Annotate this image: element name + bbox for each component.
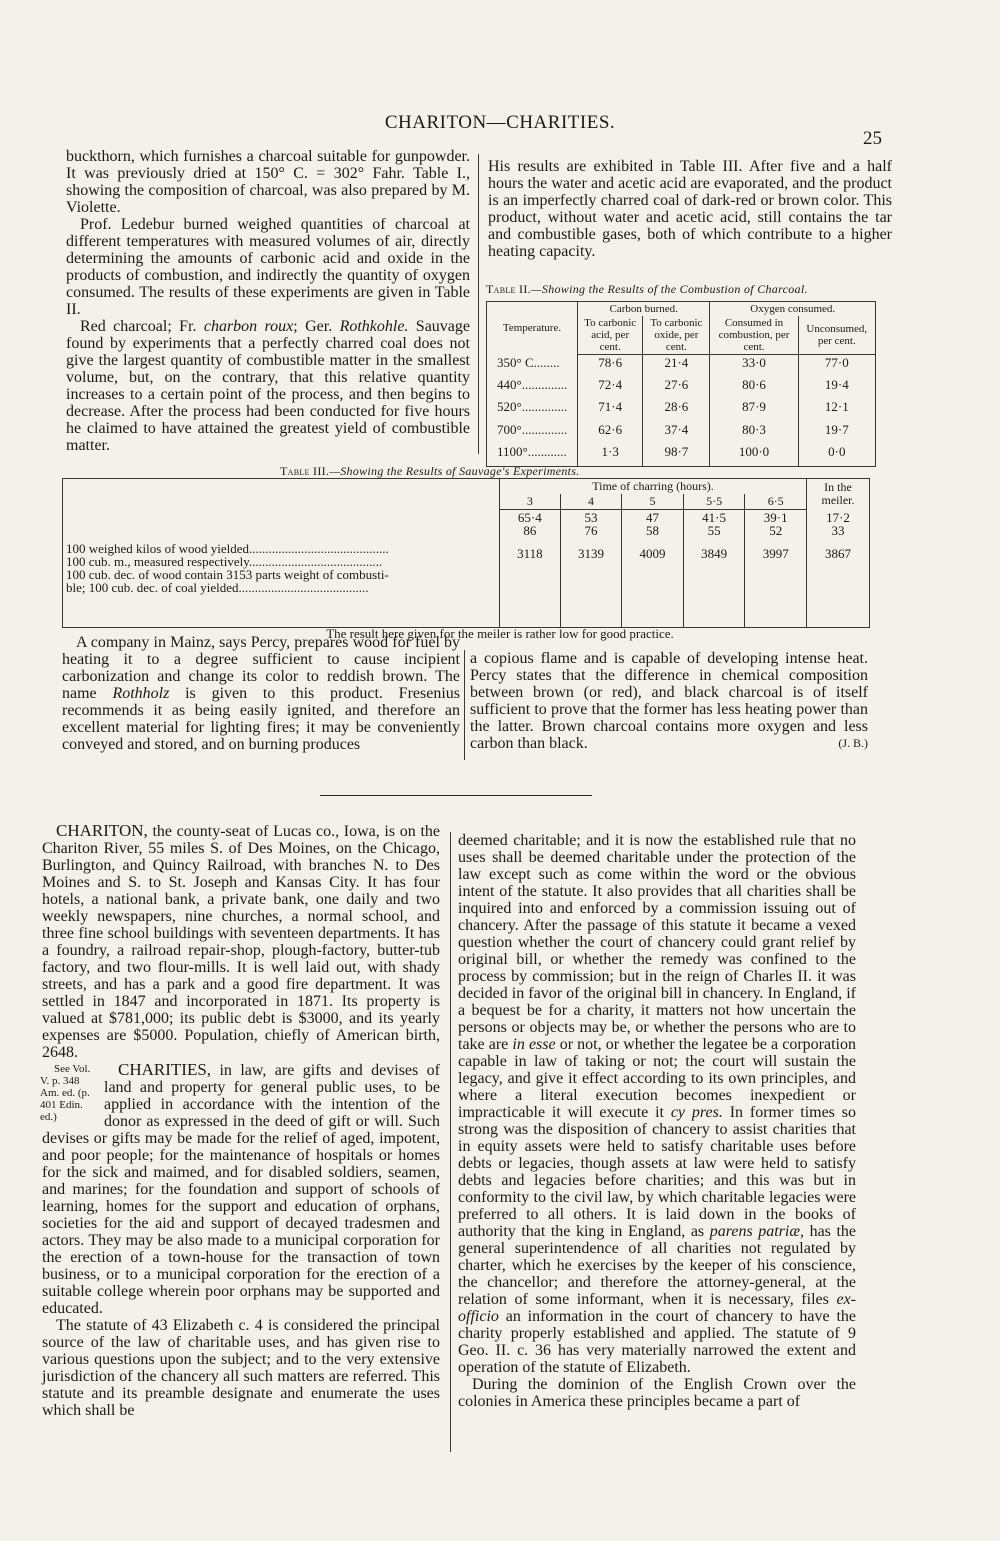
value-cell: 53: [584, 510, 598, 525]
value-column: [560, 510, 622, 628]
rothholz-right-column: [470, 650, 868, 760]
value-cell: 98·7: [643, 444, 710, 467]
value-cell: 33: [831, 522, 845, 538]
article-separator: [320, 795, 592, 796]
row-label: ble; 100 cub. dec. of coal yielded........................................: [66, 580, 369, 596]
value-cell: 17·2: [826, 509, 850, 525]
page-header: [60, 112, 940, 149]
row-labels: [63, 510, 500, 628]
value-cell: 52: [769, 523, 783, 538]
value-cell: 21·4: [643, 355, 710, 378]
value-cell: 100·0: [710, 444, 798, 467]
running-title: CHARITON—CHARITIES.: [384, 112, 616, 133]
column-header: In the meiler.: [807, 479, 870, 510]
temperature-cell: 350° C........: [487, 355, 578, 378]
value-column: [500, 510, 561, 628]
page-number: 25: [863, 128, 882, 149]
column-rule: [478, 154, 479, 454]
author-signature: (J. B.): [838, 736, 868, 750]
value-cell: 12·1: [798, 399, 875, 421]
value-cell: 47: [646, 510, 660, 525]
value-cell: 72·4: [578, 377, 643, 399]
table-row: [487, 355, 876, 378]
value-cell: 33·0: [710, 355, 798, 378]
paragraph: a copious flame and is capable of developing intense heat. Percy states that the difference in chemical composition between brown (or red), and black charcoal is of itself sufficient to prove that the former has less heating power than the latter. Brown charcoal contains more oxygen and less carbon than black. (J. B.): [470, 650, 868, 752]
value-cell: 19·4: [798, 377, 875, 399]
hours-header: 6·5: [745, 494, 807, 510]
value-column: [745, 510, 807, 628]
row-label: 100 cub. m., measured respectively.........................................: [66, 554, 383, 570]
paragraph: A company in Mainz, says Percy, prepares wood for fuel by heating it to a degree sufficient to cause incipient carbonization and change its color to reddish brown. The name Rothholz is given to this product. Fresenius recommends it as being easily ignited, and therefore an excellent material for lighting fires; it may be conveniently conveyed and stored, and on burning produces: [62, 634, 460, 753]
value-cell: 55: [707, 523, 721, 538]
value-cell: 65·4: [517, 510, 542, 525]
charities-right-column: [458, 832, 856, 1452]
paragraph: The statute of 43 Elizabeth c. 4 is considered the principal source of the law of charitable uses, and has given rise to various questions upon the subject; and to the very extensive jurisdiction of the chancery all such matters are referred. This statute and its preamble designate and enumerate the uses which shall be: [42, 1317, 440, 1419]
temperature-cell: 1100°............: [487, 444, 578, 467]
value-cell: 27·6: [643, 377, 710, 399]
value-cell: 0·0: [798, 444, 875, 467]
table-3-sauvage-experiments: [62, 478, 870, 628]
chariton-entry: CHARITON, the county-seat of Lucas co., Iowa, is on the Chariton River, 55 miles S. of Des Moines, on the Chicago, Burlington, and Quincy Railroad, with branches N. to Des Moines and S. to St. Joseph and Kansas City. It has four hotels, a national bank, a private bank, one daily and two weekly newspapers, nine churches, a normal school, and three fine school buildings with seventeen departments. It has a foundry, a railroad repair-shop, plough-factory, butter-tub factory, and two flour-mills. It is well laid out, with shady streets, and has a park and a good fire department. It was settled in 1847 and incorporated in 1871. Its property is valued at $781,000; its public debt is $3000, and its yearly expenses are $5000. Population, chiefly of American birth, 2648.: [42, 821, 440, 1061]
value-cell: 76: [584, 523, 598, 538]
value-column: [807, 510, 870, 628]
value-cell: 1·3: [578, 444, 643, 467]
value-cell: 3867: [825, 545, 851, 561]
table-2-caption: Table II.—Showing the Results of the Combustion of Charcoal.: [486, 282, 808, 296]
group-header: Oxygen consumed.: [710, 302, 876, 317]
paragraph: buckthorn, which furnishes a charcoal suitable for gunpowder. It was previously dried at 150° C. = 302° Fahr. Table I., showing the composition of charcoal, was also prepared by M. Violette.: [66, 148, 470, 216]
chariton-charities-left-column: [42, 822, 440, 1462]
value-cell: 3997: [762, 546, 789, 561]
table-3-caption: Table III.—Showing the Results of Sauvage's Experiments.: [280, 464, 580, 478]
entry-headword: CHARITON,: [56, 821, 148, 840]
column-header: To carbonic acid, per cent.: [578, 316, 643, 355]
charities-entry: CHARITIES, See Vol. V. p. 348 Am. ed. (p. 401 Edin. ed.) in law, are gifts and devises of land and property for general public uses, to be applied in accordance with the intention of the donor as expressed in the deed of gift or will. Such devises or gifts may be made for the relief of aged, impotent, and poor people; for the maintenance of hospitals or homes for the sick and maimed, and for disabled soldiers, seamen, and marines; for the foundation and support of schools of learning, homes for the support and education of orphans, societies for the aid and support of decayed tradesmen and actors. They may be also made to a municipal corporation for the erection of a town-house for the transaction of town business, or to a municipal corporation for the erection of a suitable college wherein poor orphans may be supported and educated.: [40, 1060, 440, 1317]
entry-headword: CHARITIES,: [118, 1060, 212, 1079]
value-cell: 19·7: [798, 422, 875, 444]
value-cell: 3118: [517, 546, 543, 561]
margin-note: See Vol. V. p. 348 Am. ed. (p. 401 Edin. ed.): [40, 1063, 91, 1123]
hours-header: 3: [500, 494, 561, 510]
paragraph: Prof. Ledebur burned weighed quantities of charcoal at different temperatures with measured volumes of air, directly determining the amounts of carbonic acid and oxide in the products of combustion, and indirectly the quantity of oxygen consumed. The results of these experiments are given in Table II.: [66, 216, 470, 318]
row-label: 100 weighed kilos of wood yielded...........................................: [66, 541, 389, 557]
value-cell: 58: [646, 523, 660, 538]
charcoal-article-right-column: [488, 158, 892, 270]
group-header: Carbon burned.: [578, 302, 710, 317]
hours-header: 5: [622, 494, 684, 510]
column-header: Temperature.: [487, 302, 578, 355]
table-2-combustion-results: [486, 301, 876, 467]
value-column: [683, 510, 745, 628]
value-cell: 28·6: [643, 399, 710, 421]
paragraph: During the dominion of the English Crown over the colonies in America these principles became a part of: [458, 1376, 856, 1410]
value-cell: 71·4: [578, 399, 643, 421]
hours-header: 4: [560, 494, 622, 510]
value-cell: 62·6: [578, 422, 643, 444]
value-cell: 80·3: [710, 422, 798, 444]
table-3-footnote: The result here given for the meiler is rather low for good practice.: [326, 626, 674, 641]
value-cell: 39·1: [763, 510, 788, 525]
column-rule: [464, 650, 465, 760]
paragraph: deemed charitable; and it is now the established rule that no uses shall be deemed charitable under the protection of the law except such as come within the word or the obvious intent of the statute. It also provides that all charities shall be inquired into and enforced by a commission issuing out of chancery. After the passage of this statute it became a vexed question whether the court of chancery could grant relief by original bill, or whether the remedy was confined to the process by commission; but in the reign of Charles II. it was decided in favor of the original bill in chancery. In England, if a bequest be for a charity, it matters not how uncertain the persons or objects may be, or whether the persons who are to take are in esse or not, or whether the legatee be a corporation capable in law of taking or not; the court will sustain the legacy, and give it effect according to its own principles, and where a literal execution becomes inexpedient or impracticable it will execute it cy pres. In former times so strong was the disposition of chancery to assist charities that in equity assets were held to satisfy charitable uses before debts or legacies, though assets at law were held to satisfy debts and legacies before charities; and this was but in conformity to the civil law, by which charitable legacies were preferred to all others. It is laid down in the books of authority that the king in England, as parens patriæ, has the general superintendence of all charities not regulated by charter, which he exercises by the keeper of his conscience, the chancellor; and therefore the attorney-general, at the relation of some informant, when it is necessary, files ex-officio an information in the court of chancery to have the charity properly established and applied. The statute of 9 Geo. II. c. 36 has very materially narrowed the extent and operation of the statute of Elizabeth.: [458, 832, 857, 1376]
group-header: Time of charring (hours).: [500, 479, 807, 495]
value-cell: 3849: [701, 546, 728, 561]
value-cell: 86: [523, 523, 537, 538]
value-cell: 87·9: [710, 399, 798, 421]
value-cell: 78·6: [578, 355, 643, 378]
hours-header: 5·5: [683, 494, 745, 510]
temperature-cell: 520°..............: [487, 399, 578, 421]
column-header: To carbonic oxide, per cent.: [643, 316, 710, 355]
rothholz-left-column: [62, 634, 460, 764]
paragraph: Red charcoal; Fr. charbon roux; Ger. Rothkohle. Sauvage found by experiments that a perfectly charred coal does not give the largest quantity of combustible matter in the smallest volume, but, on the contrary, that this relative quantity increases to a certain point of the process, and then begins to decrease. After the process had been conducted for five hours he claimed to have attained the greatest yield of combustible matter.: [66, 318, 471, 454]
paragraph: His results are exhibited in Table III. After five and a half hours the water and acetic acid are evaporated, and the product is an imperfectly charred coal of dark-red or brown color. This product, without water and acetic acid, still contains the tar and combustible gases, both of which contribute to a higher heating capacity.: [488, 158, 892, 260]
table-row: [63, 510, 870, 628]
column-header: Unconsumed, per cent.: [798, 316, 875, 355]
charcoal-article-left-column: [66, 148, 470, 456]
value-cell: 37·4: [643, 422, 710, 444]
value-cell: 4009: [639, 546, 666, 561]
column-header: Consumed in combustion, per cent.: [710, 316, 798, 355]
value-cell: 3139: [577, 546, 604, 561]
temperature-cell: 700°..............: [487, 422, 578, 444]
table-row: [487, 422, 876, 444]
temperature-cell: 440°..............: [487, 377, 578, 399]
value-cell: 41·5: [702, 510, 727, 525]
column-rule: [450, 832, 451, 1452]
table-row: [487, 377, 876, 399]
value-cell: 77·0: [798, 355, 875, 378]
table-row: [487, 399, 876, 421]
value-column: [622, 510, 684, 628]
value-cell: 80·6: [710, 377, 798, 399]
row-label: 100 cub. dec. of wood contain 3153 parts weight of combusti-: [66, 567, 389, 583]
